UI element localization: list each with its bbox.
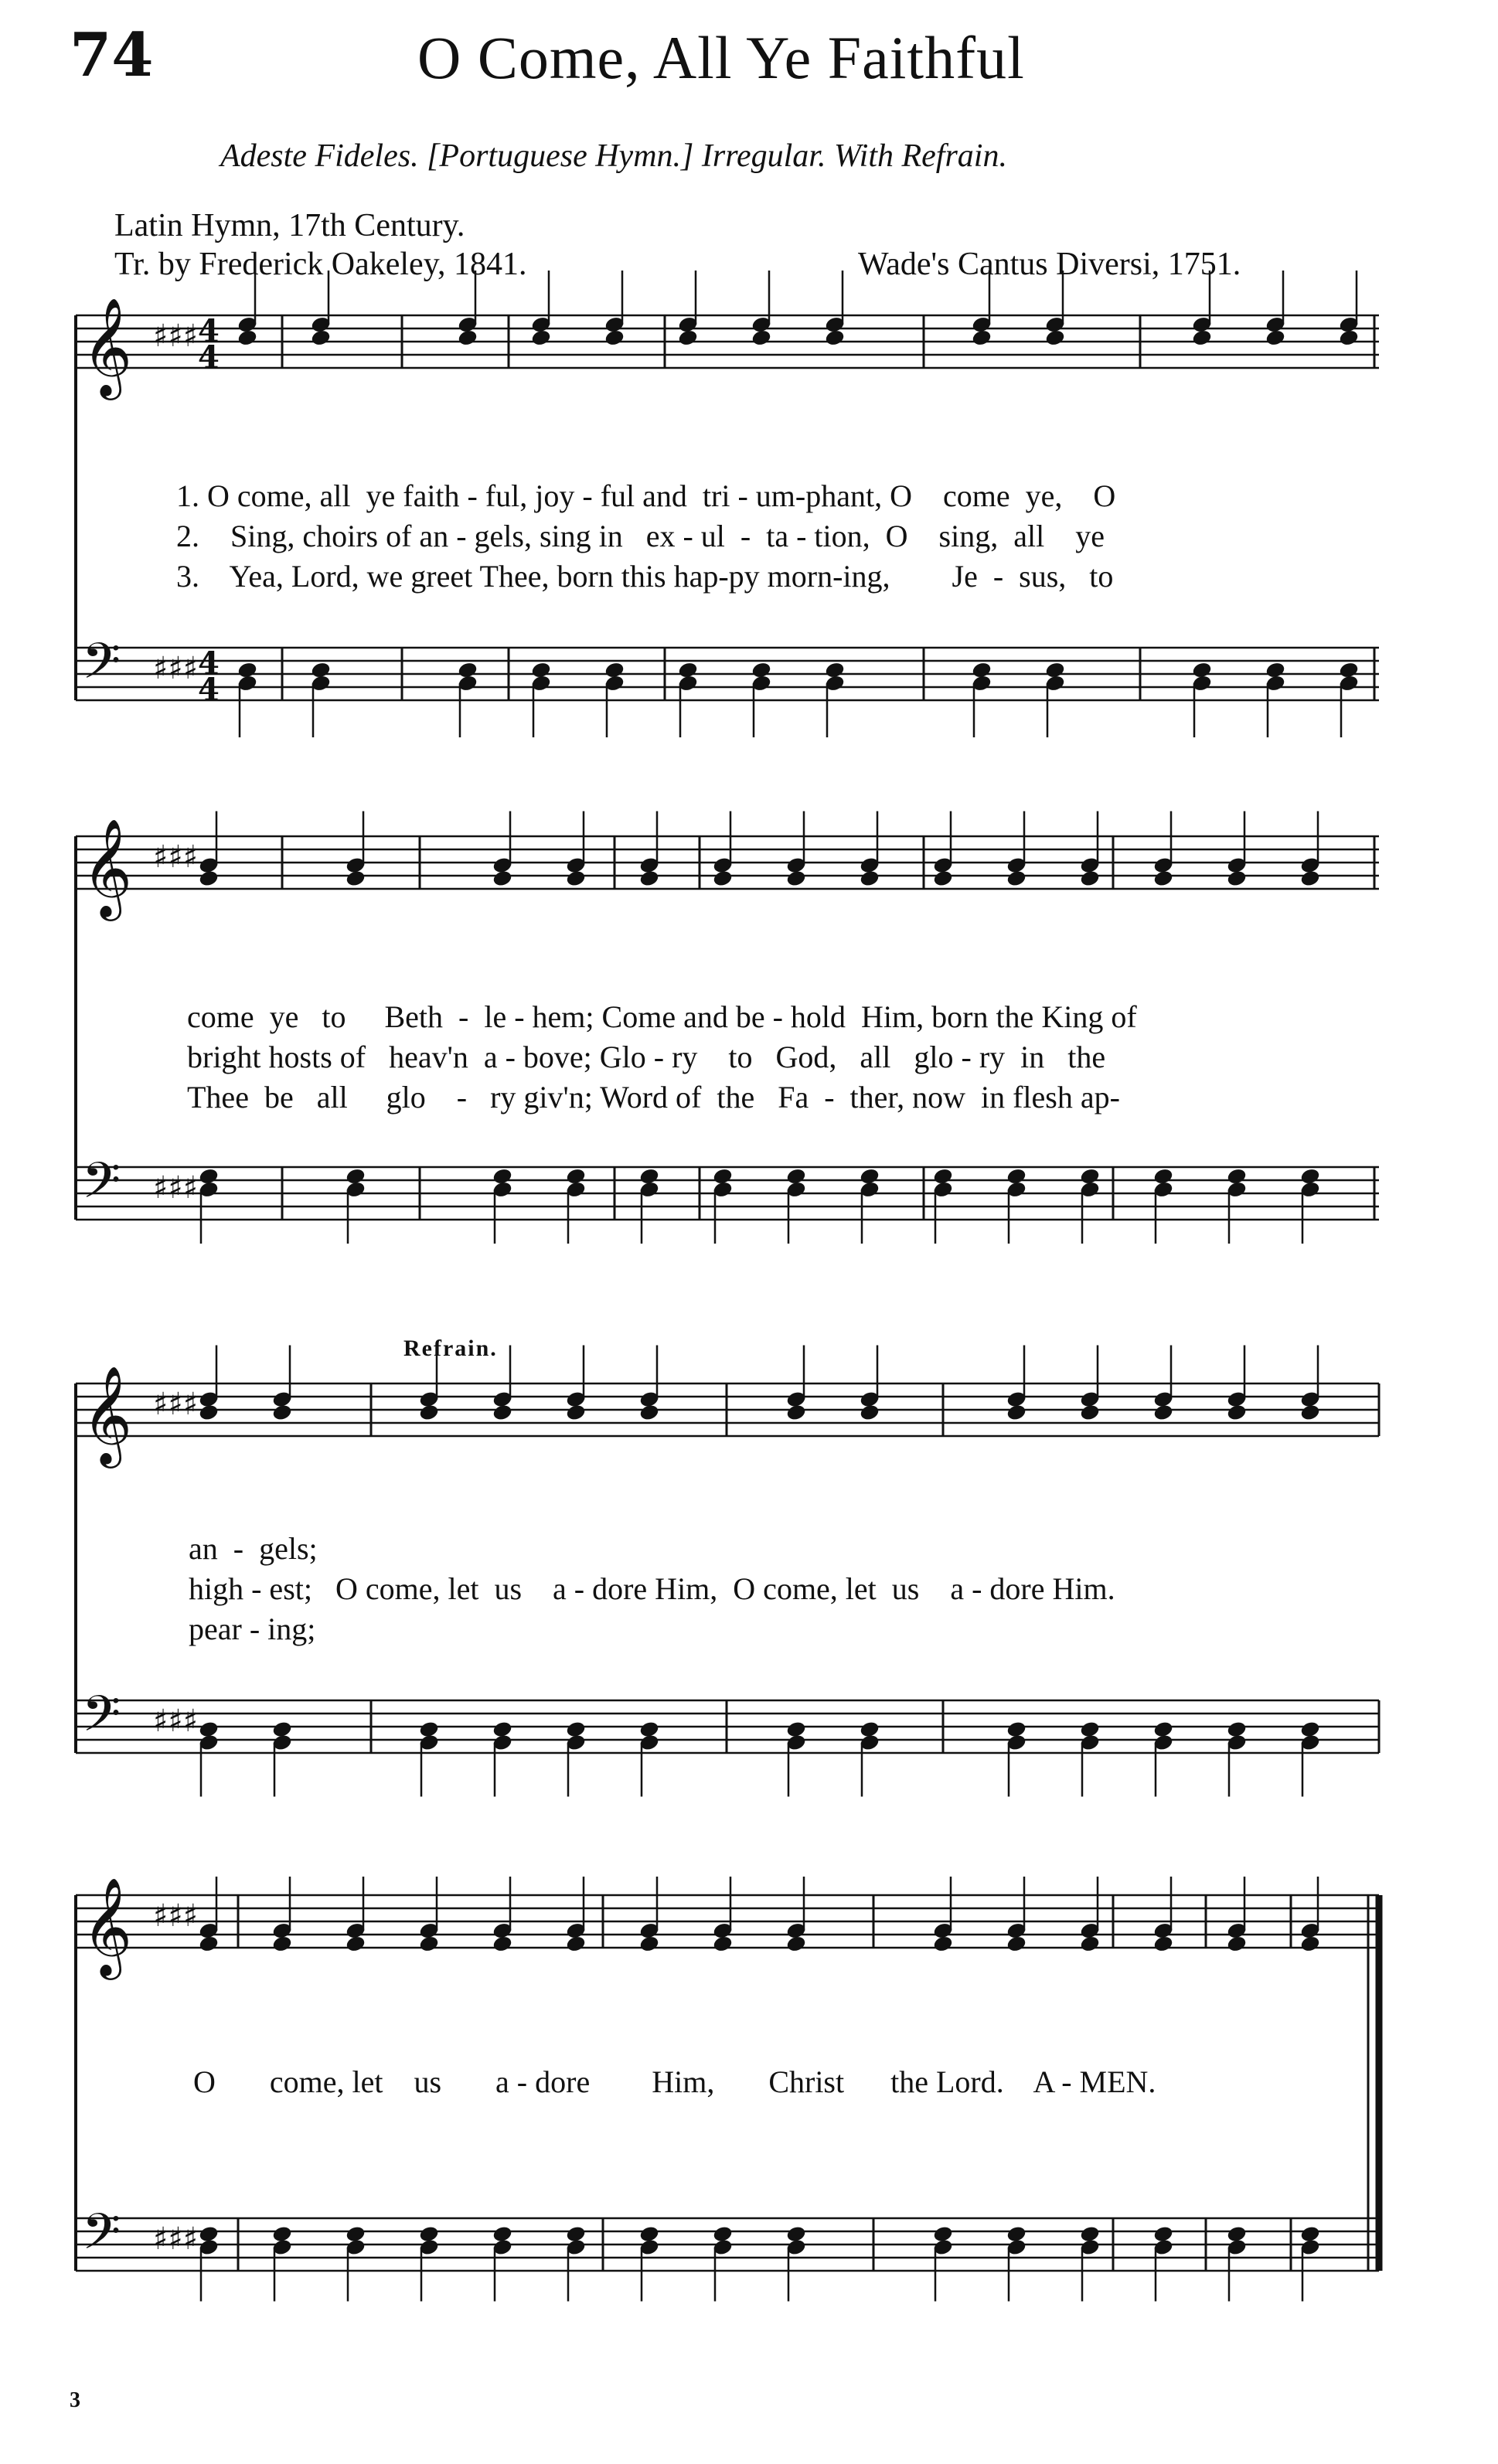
note-head	[678, 329, 698, 347]
note-head	[786, 1404, 806, 1421]
note-head	[1080, 1720, 1100, 1738]
key-signature-sharps-icon: ♯♯♯	[153, 1898, 199, 1934]
treble-clef-icon: 𝄞	[82, 1877, 133, 1976]
lyric-system1-verse2: 2. Sing, choirs of an - gels, sing in ex - ul - ta - tion, O sing, all ye	[176, 519, 1105, 553]
note-head	[713, 1935, 733, 1953]
note-head	[1265, 329, 1285, 347]
note-head	[1153, 1935, 1173, 1953]
note-head	[860, 1720, 880, 1738]
note-head	[713, 2225, 733, 2243]
note-head	[1300, 1168, 1320, 1186]
note-head	[786, 1935, 806, 1953]
note-head	[972, 329, 992, 347]
note-head	[1227, 870, 1247, 887]
note-head	[311, 662, 331, 679]
key-signature-sharps-icon: ♯♯♯	[153, 651, 199, 686]
key-signature-sharps-icon: ♯♯♯	[153, 1387, 199, 1422]
note-head	[566, 1935, 586, 1953]
lyric-system3-verse2: high - est; O come, let us a - dore Him, O come, let us a - dore Him.	[189, 1571, 1115, 1606]
note-head	[346, 1935, 366, 1953]
note-head	[272, 1404, 292, 1421]
note-head	[1006, 1720, 1026, 1738]
treble-clef-icon: 𝄞	[82, 818, 133, 917]
lyric-system2-verse3: Thee be all glo - ry giv'n; Word of the Fa - ther, now in flesh ap-	[187, 1080, 1120, 1115]
note-head	[1045, 662, 1065, 679]
note-head	[1080, 2225, 1100, 2243]
note-head	[933, 1935, 953, 1953]
note-head	[566, 1404, 586, 1421]
note-head	[1339, 662, 1359, 679]
note-head	[639, 1935, 659, 1953]
note-head	[419, 1720, 439, 1738]
note-head	[419, 2225, 439, 2243]
note-head	[1192, 662, 1212, 679]
translator-credit: Tr. by Frederick Oakeley, 1841.	[114, 247, 527, 282]
key-signature-sharps-icon: ♯♯♯	[153, 1170, 199, 1206]
note-head	[272, 1720, 292, 1738]
note-head	[1006, 1935, 1026, 1953]
note-head	[458, 662, 478, 679]
note-head	[860, 870, 880, 887]
note-head	[531, 329, 551, 347]
time-signature-bottom: 4	[198, 339, 220, 376]
note-head	[1300, 870, 1320, 887]
note-head	[199, 1404, 219, 1421]
note-head	[237, 662, 257, 679]
note-head	[1192, 329, 1212, 347]
note-head	[604, 329, 625, 347]
note-head	[237, 329, 257, 347]
note-head	[825, 662, 845, 679]
note-head	[933, 870, 953, 887]
tune-line: Adeste Fideles. [Portuguese Hymn.] Irregular. With Refrain.	[220, 138, 1007, 174]
note-head	[1080, 1935, 1100, 1953]
bass-clef-icon: 𝄢	[82, 2204, 121, 2273]
note-head	[199, 870, 219, 887]
lyric-system1-verse1: 1. O come, all ye faith - ful, joy - ful and tri - um-phant, O come ye, O	[176, 478, 1116, 513]
refrain-label: Refrain.	[403, 1336, 498, 1361]
note-head	[1227, 2225, 1247, 2243]
note-head	[639, 1404, 659, 1421]
note-head	[272, 1935, 292, 1953]
note-head	[1080, 870, 1100, 887]
note-head	[346, 2225, 366, 2243]
note-head	[272, 2225, 292, 2243]
lyric-system3-verse3: pear - ing;	[189, 1611, 316, 1646]
note-head	[786, 1720, 806, 1738]
hymn-number: 74	[70, 20, 154, 90]
note-head	[311, 329, 331, 347]
note-head	[199, 2225, 219, 2243]
note-head	[713, 870, 733, 887]
note-head	[1265, 662, 1285, 679]
lyric-system3-verse1: an - gels;	[189, 1531, 318, 1566]
note-head	[1006, 1404, 1026, 1421]
treble-clef-icon: 𝄞	[82, 297, 133, 396]
note-head	[1300, 1404, 1320, 1421]
key-signature-sharps-icon: ♯♯♯	[153, 2221, 199, 2257]
note-head	[1006, 870, 1026, 887]
note-head	[1006, 2225, 1026, 2243]
note-head	[1080, 1168, 1100, 1186]
note-head	[860, 1404, 880, 1421]
key-signature-sharps-icon: ♯♯♯	[153, 839, 199, 875]
note-head	[1227, 1404, 1247, 1421]
note-head	[1153, 1720, 1173, 1738]
note-head	[1153, 1168, 1173, 1186]
note-head	[531, 662, 551, 679]
note-head	[419, 1404, 439, 1421]
note-head	[1153, 2225, 1173, 2243]
note-head	[1227, 1168, 1247, 1186]
note-head	[713, 1168, 733, 1186]
note-head	[678, 662, 698, 679]
note-head	[786, 1168, 806, 1186]
note-head	[825, 329, 845, 347]
note-head	[933, 2225, 953, 2243]
note-head	[199, 1720, 219, 1738]
time-signature-bottom: 4	[198, 672, 220, 708]
note-head	[639, 1168, 659, 1186]
music-source: Wade's Cantus Diversi, 1751.	[858, 247, 1241, 282]
note-head	[492, 2225, 512, 2243]
note-head	[492, 1935, 512, 1953]
note-head	[972, 662, 992, 679]
note-head	[1006, 1168, 1026, 1186]
note-head	[566, 870, 586, 887]
note-head	[492, 870, 512, 887]
note-head	[199, 1935, 219, 1953]
note-head	[458, 329, 478, 347]
hymn-title: O Come, All Ye Faithful	[417, 24, 1025, 91]
key-signature-sharps-icon: ♯♯♯	[153, 318, 199, 354]
note-head	[566, 1720, 586, 1738]
lyric-system2-verse1: come ye to Beth - le - hem; Come and be - hold Him, born the King of	[187, 999, 1137, 1034]
lyric-system1-verse3: 3. Yea, Lord, we greet Thee, born this hap-py morn-ing, Je - sus, to	[176, 559, 1114, 594]
note-head	[419, 1935, 439, 1953]
note-head	[751, 662, 771, 679]
note-head	[1045, 329, 1065, 347]
note-head	[1300, 1935, 1320, 1953]
note-head	[786, 2225, 806, 2243]
note-head	[346, 1168, 366, 1186]
note-head	[492, 1720, 512, 1738]
note-head	[1080, 1404, 1100, 1421]
note-head	[751, 329, 771, 347]
note-head	[566, 2225, 586, 2243]
note-head	[199, 1168, 219, 1186]
note-head	[1300, 2225, 1320, 2243]
note-head	[1227, 1935, 1247, 1953]
text-source: Latin Hymn, 17th Century.	[114, 208, 465, 243]
note-head	[346, 870, 366, 887]
time-signature-top: 4	[198, 313, 220, 349]
note-head	[492, 1404, 512, 1421]
note-head	[933, 1168, 953, 1186]
bass-clef-icon: 𝄢	[82, 1686, 121, 1755]
note-head	[1300, 1720, 1320, 1738]
key-signature-sharps-icon: ♯♯♯	[153, 1703, 199, 1739]
lyric-system4-verse1: O come, let us a - dore Him, Christ the Lord. A - MEN.	[193, 2064, 1156, 2099]
note-head	[1227, 1720, 1247, 1738]
note-head	[566, 1168, 586, 1186]
note-head	[1153, 870, 1173, 887]
note-head	[639, 870, 659, 887]
note-head	[1153, 1404, 1173, 1421]
page-mark: 3	[70, 2388, 80, 2412]
bass-clef-icon: 𝄢	[82, 633, 121, 703]
treble-clef-icon: 𝄞	[82, 1365, 133, 1464]
note-head	[786, 870, 806, 887]
note-head	[860, 1168, 880, 1186]
time-signature-top: 4	[198, 645, 220, 682]
note-head	[604, 662, 625, 679]
note-head	[639, 2225, 659, 2243]
lyric-system2-verse2: bright hosts of heav'n a - bove; Glo - ry to God, all glo - ry in the	[187, 1040, 1106, 1074]
bass-clef-icon: 𝄢	[82, 1152, 121, 1222]
note-head	[1339, 329, 1359, 347]
note-head	[492, 1168, 512, 1186]
note-head	[639, 1720, 659, 1738]
